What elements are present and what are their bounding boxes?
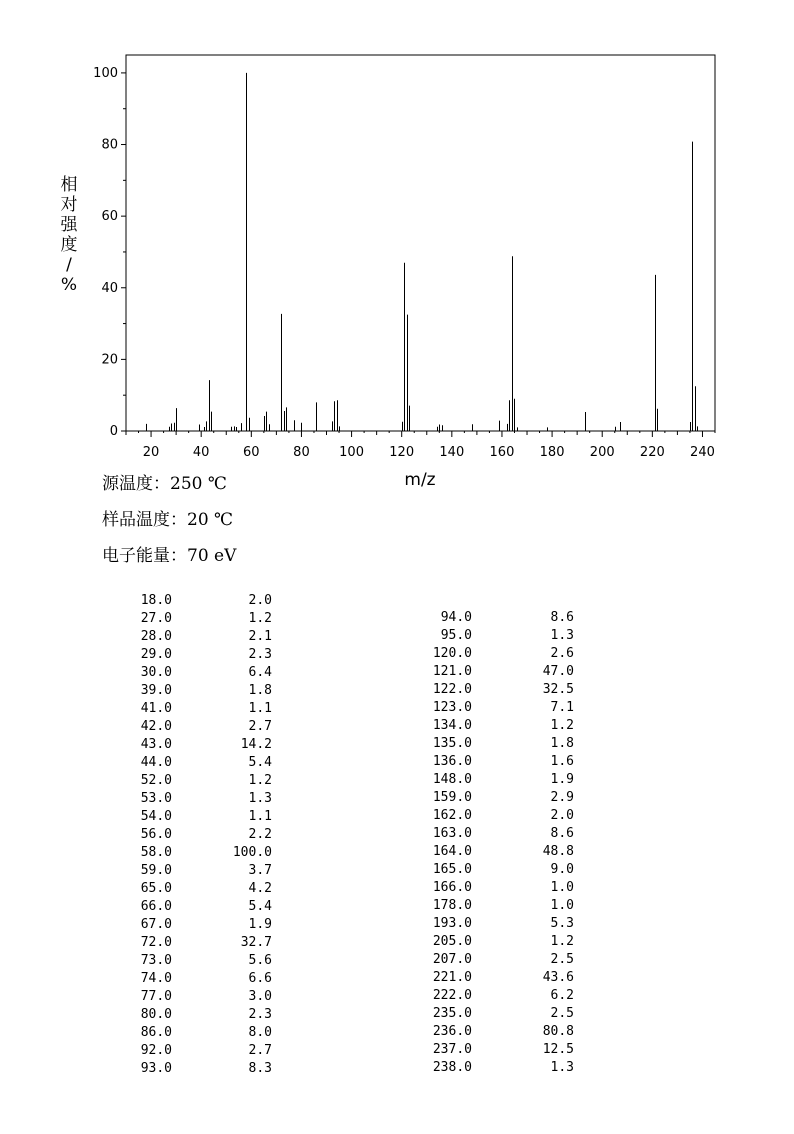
peak-mz: 164.0 bbox=[432, 844, 472, 859]
peak-mz: 205.0 bbox=[432, 934, 472, 949]
peak-intensity: 2.6 bbox=[550, 646, 574, 661]
peak-intensity: 100.0 bbox=[232, 845, 272, 860]
peak-intensity: 8.6 bbox=[550, 826, 574, 841]
peak-row bbox=[100, 808, 280, 826]
peak-mz: 52.0 bbox=[140, 773, 172, 788]
peak-mz: 28.0 bbox=[140, 629, 172, 644]
peak-intensity: 47.0 bbox=[542, 664, 574, 679]
peak-mz: 92.0 bbox=[140, 1043, 172, 1058]
peak-mz: 29.0 bbox=[140, 647, 172, 662]
peak-mz: 135.0 bbox=[432, 736, 472, 751]
electron-energy bbox=[102, 541, 236, 566]
peak-row bbox=[100, 862, 280, 880]
peak-mz: 122.0 bbox=[432, 682, 472, 697]
y-axis-label: 相对强度/ % bbox=[60, 175, 78, 295]
peak-row bbox=[100, 664, 280, 682]
x-tick-label: 40 bbox=[192, 445, 210, 460]
peak-intensity: 5.4 bbox=[248, 899, 272, 914]
peak-mz: 74.0 bbox=[140, 971, 172, 986]
x-axis bbox=[126, 431, 715, 460]
peak-mz: 134.0 bbox=[432, 718, 472, 733]
sample-temperature bbox=[102, 505, 233, 530]
x-tick-label: 180 bbox=[539, 445, 565, 460]
source-temperature-value: 250 ℃ bbox=[170, 474, 227, 494]
peak-mz: 30.0 bbox=[140, 665, 172, 680]
peak-intensity: 32.7 bbox=[240, 935, 272, 950]
peak-mz: 56.0 bbox=[140, 827, 172, 842]
electron-energy-value: 70 eV bbox=[187, 546, 237, 566]
x-tick-label: 220 bbox=[639, 445, 665, 460]
source-temperature-label: 源温度： bbox=[102, 474, 170, 494]
peak-row bbox=[400, 735, 580, 753]
peak-row bbox=[100, 898, 280, 916]
peak-mz: 148.0 bbox=[432, 772, 472, 787]
peak-mz: 80.0 bbox=[140, 1007, 172, 1022]
peak-row bbox=[100, 682, 280, 700]
peak-mz: 77.0 bbox=[140, 989, 172, 1004]
peak-mz: 66.0 bbox=[140, 899, 172, 914]
peak-intensity: 2.7 bbox=[248, 719, 272, 734]
peak-intensity: 6.2 bbox=[550, 988, 574, 1003]
peak-row bbox=[100, 790, 280, 808]
peak-row bbox=[100, 970, 280, 988]
peak-row bbox=[100, 592, 280, 610]
peak-intensity: 1.8 bbox=[248, 683, 272, 698]
peak-mz: 65.0 bbox=[140, 881, 172, 896]
peak-intensity: 1.0 bbox=[550, 880, 574, 895]
peak-row bbox=[100, 880, 280, 898]
peak-intensity: 2.5 bbox=[550, 952, 574, 967]
x-tick-label: 240 bbox=[690, 445, 715, 460]
peak-row bbox=[400, 771, 580, 789]
peak-intensity: 2.7 bbox=[248, 1043, 272, 1058]
peak-mz: 43.0 bbox=[140, 737, 172, 752]
peak-mz: 94.0 bbox=[440, 610, 472, 625]
peak-mz: 58.0 bbox=[140, 845, 172, 860]
peak-mz: 162.0 bbox=[432, 808, 472, 823]
y-tick-label: 60 bbox=[101, 209, 118, 225]
peak-intensity: 5.4 bbox=[248, 755, 272, 770]
peak-mz: 235.0 bbox=[432, 1006, 472, 1021]
peak-row bbox=[400, 681, 580, 699]
peak-intensity: 12.5 bbox=[542, 1042, 574, 1057]
peak-mz: 41.0 bbox=[140, 701, 172, 716]
peak-mz: 59.0 bbox=[140, 863, 172, 878]
peak-mz: 73.0 bbox=[140, 953, 172, 968]
x-tick-label: 120 bbox=[389, 445, 415, 460]
x-tick-label: 20 bbox=[142, 445, 160, 460]
peak-intensity: 1.3 bbox=[550, 1060, 574, 1075]
sample-temperature-value: 20 ℃ bbox=[187, 510, 234, 530]
peak-intensity: 1.1 bbox=[248, 809, 272, 824]
peak-mz: 222.0 bbox=[432, 988, 472, 1003]
peak-row bbox=[400, 1005, 580, 1023]
peak-row bbox=[100, 754, 280, 772]
peak-mz: 120.0 bbox=[432, 646, 472, 661]
peak-intensity: 8.0 bbox=[248, 1025, 272, 1040]
peak-mz: 237.0 bbox=[432, 1042, 472, 1057]
peak-row bbox=[400, 807, 580, 825]
peak-row bbox=[400, 663, 580, 681]
spectrum-peaks bbox=[147, 73, 698, 431]
peak-intensity: 3.0 bbox=[248, 989, 272, 1004]
peak-intensity: 5.3 bbox=[550, 916, 574, 931]
peak-mz: 54.0 bbox=[140, 809, 172, 824]
peak-row bbox=[100, 952, 280, 970]
peak-intensity: 2.3 bbox=[248, 1007, 272, 1022]
y-tick-label: 40 bbox=[101, 280, 118, 296]
peak-row bbox=[100, 844, 280, 862]
peak-row bbox=[400, 1059, 580, 1077]
peak-table-right bbox=[400, 609, 580, 1077]
peak-intensity: 1.0 bbox=[550, 898, 574, 913]
x-axis-label: m/z bbox=[404, 470, 436, 490]
peak-table-left bbox=[100, 592, 280, 1078]
peak-intensity: 1.6 bbox=[550, 754, 574, 769]
peak-row bbox=[400, 843, 580, 861]
peak-row bbox=[100, 1042, 280, 1060]
peak-row bbox=[100, 1006, 280, 1024]
sample-temperature-label: 样品温度： bbox=[102, 510, 187, 530]
peak-intensity: 3.7 bbox=[248, 863, 272, 878]
peak-mz: 86.0 bbox=[140, 1025, 172, 1040]
peak-row bbox=[400, 609, 580, 627]
peak-mz: 121.0 bbox=[432, 664, 472, 679]
peak-intensity: 1.9 bbox=[550, 772, 574, 787]
peak-intensity: 1.2 bbox=[248, 773, 272, 788]
peak-row bbox=[400, 789, 580, 807]
peak-row bbox=[100, 736, 280, 754]
peak-mz: 27.0 bbox=[140, 611, 172, 626]
peak-intensity: 80.8 bbox=[542, 1024, 574, 1039]
electron-energy-label: 电子能量： bbox=[102, 546, 187, 566]
peak-mz: 95.0 bbox=[440, 628, 472, 643]
peak-intensity: 48.8 bbox=[542, 844, 574, 859]
source-temperature bbox=[102, 469, 227, 494]
peak-row bbox=[400, 699, 580, 717]
peak-intensity: 43.6 bbox=[542, 970, 574, 985]
peak-row bbox=[100, 916, 280, 934]
peak-mz: 39.0 bbox=[140, 683, 172, 698]
peak-row bbox=[100, 772, 280, 790]
peak-intensity: 1.2 bbox=[550, 934, 574, 949]
peak-row bbox=[400, 1023, 580, 1041]
peak-intensity: 9.0 bbox=[550, 862, 574, 877]
peak-intensity: 2.5 bbox=[550, 1006, 574, 1021]
peak-mz: 123.0 bbox=[432, 700, 472, 715]
peak-intensity: 1.2 bbox=[248, 611, 272, 626]
x-tick-label: 80 bbox=[293, 445, 310, 460]
peak-row bbox=[100, 826, 280, 844]
x-tick-label: 160 bbox=[489, 445, 515, 460]
peak-intensity: 1.8 bbox=[550, 736, 574, 751]
peak-row bbox=[100, 700, 280, 718]
peak-intensity: 4.2 bbox=[248, 881, 272, 896]
peak-row bbox=[400, 825, 580, 843]
peak-intensity: 1.3 bbox=[550, 628, 574, 643]
plot-frame bbox=[126, 55, 715, 431]
y-tick-label: 100 bbox=[93, 65, 118, 81]
peak-intensity: 2.2 bbox=[248, 827, 272, 842]
peak-row bbox=[400, 1041, 580, 1059]
peak-mz: 136.0 bbox=[432, 754, 472, 769]
peak-mz: 72.0 bbox=[140, 935, 172, 950]
peak-row bbox=[100, 628, 280, 646]
peak-intensity: 14.2 bbox=[240, 737, 272, 752]
peak-mz: 67.0 bbox=[140, 917, 172, 932]
peak-intensity: 2.9 bbox=[550, 790, 574, 805]
peak-mz: 193.0 bbox=[432, 916, 472, 931]
peak-intensity: 1.3 bbox=[248, 791, 272, 806]
peak-row bbox=[400, 915, 580, 933]
peak-row bbox=[400, 933, 580, 951]
peak-mz: 178.0 bbox=[432, 898, 472, 913]
peak-row bbox=[400, 951, 580, 969]
peak-row bbox=[100, 988, 280, 1006]
peak-mz: 159.0 bbox=[432, 790, 472, 805]
peak-row bbox=[100, 1060, 280, 1078]
peak-row bbox=[400, 627, 580, 645]
x-tick-label: 100 bbox=[339, 445, 364, 460]
y-tick-label: 20 bbox=[101, 352, 118, 368]
peak-mz: 236.0 bbox=[432, 1024, 472, 1039]
peak-intensity: 2.0 bbox=[550, 808, 574, 823]
peak-row bbox=[400, 969, 580, 987]
peak-intensity: 2.3 bbox=[248, 647, 272, 662]
peak-mz: 165.0 bbox=[432, 862, 472, 877]
peak-intensity: 8.3 bbox=[248, 1061, 272, 1076]
x-tick-label: 140 bbox=[439, 445, 465, 460]
peak-row bbox=[100, 718, 280, 736]
peak-intensity: 7.1 bbox=[550, 700, 574, 715]
peak-row bbox=[400, 717, 580, 735]
peak-row bbox=[400, 645, 580, 663]
peak-mz: 93.0 bbox=[140, 1061, 172, 1076]
peak-mz: 53.0 bbox=[140, 791, 172, 806]
peak-intensity: 2.1 bbox=[248, 629, 272, 644]
peak-row bbox=[100, 610, 280, 628]
mass-spectrum-chart bbox=[0, 0, 794, 500]
peak-mz: 163.0 bbox=[432, 826, 472, 841]
peak-intensity: 1.9 bbox=[248, 917, 272, 932]
peak-mz: 18.0 bbox=[140, 593, 172, 608]
y-axis bbox=[93, 66, 126, 439]
x-tick-label: 60 bbox=[243, 445, 260, 460]
peak-row bbox=[400, 879, 580, 897]
peak-intensity: 6.6 bbox=[248, 971, 272, 986]
peak-row bbox=[400, 987, 580, 1005]
peak-row bbox=[100, 646, 280, 664]
peak-intensity: 2.0 bbox=[248, 593, 272, 608]
x-tick-label: 200 bbox=[589, 445, 615, 460]
y-tick-label: 0 bbox=[109, 424, 118, 439]
peak-row bbox=[400, 861, 580, 879]
peak-row bbox=[400, 897, 580, 915]
peak-intensity: 8.6 bbox=[550, 610, 574, 625]
peak-mz: 42.0 bbox=[140, 719, 172, 734]
peak-mz: 207.0 bbox=[432, 952, 472, 967]
peak-row bbox=[100, 934, 280, 952]
peak-mz: 44.0 bbox=[140, 755, 172, 770]
peak-mz: 238.0 bbox=[432, 1060, 472, 1075]
peak-row bbox=[400, 753, 580, 771]
peak-intensity: 32.5 bbox=[542, 682, 574, 697]
y-tick-label: 80 bbox=[101, 137, 118, 153]
peak-intensity: 1.2 bbox=[550, 718, 574, 733]
peak-intensity: 5.6 bbox=[248, 953, 272, 968]
peak-mz: 166.0 bbox=[432, 880, 472, 895]
peak-intensity: 6.4 bbox=[248, 665, 272, 680]
peak-row bbox=[100, 1024, 280, 1042]
peak-intensity: 1.1 bbox=[248, 701, 272, 716]
peak-mz: 221.0 bbox=[432, 970, 472, 985]
